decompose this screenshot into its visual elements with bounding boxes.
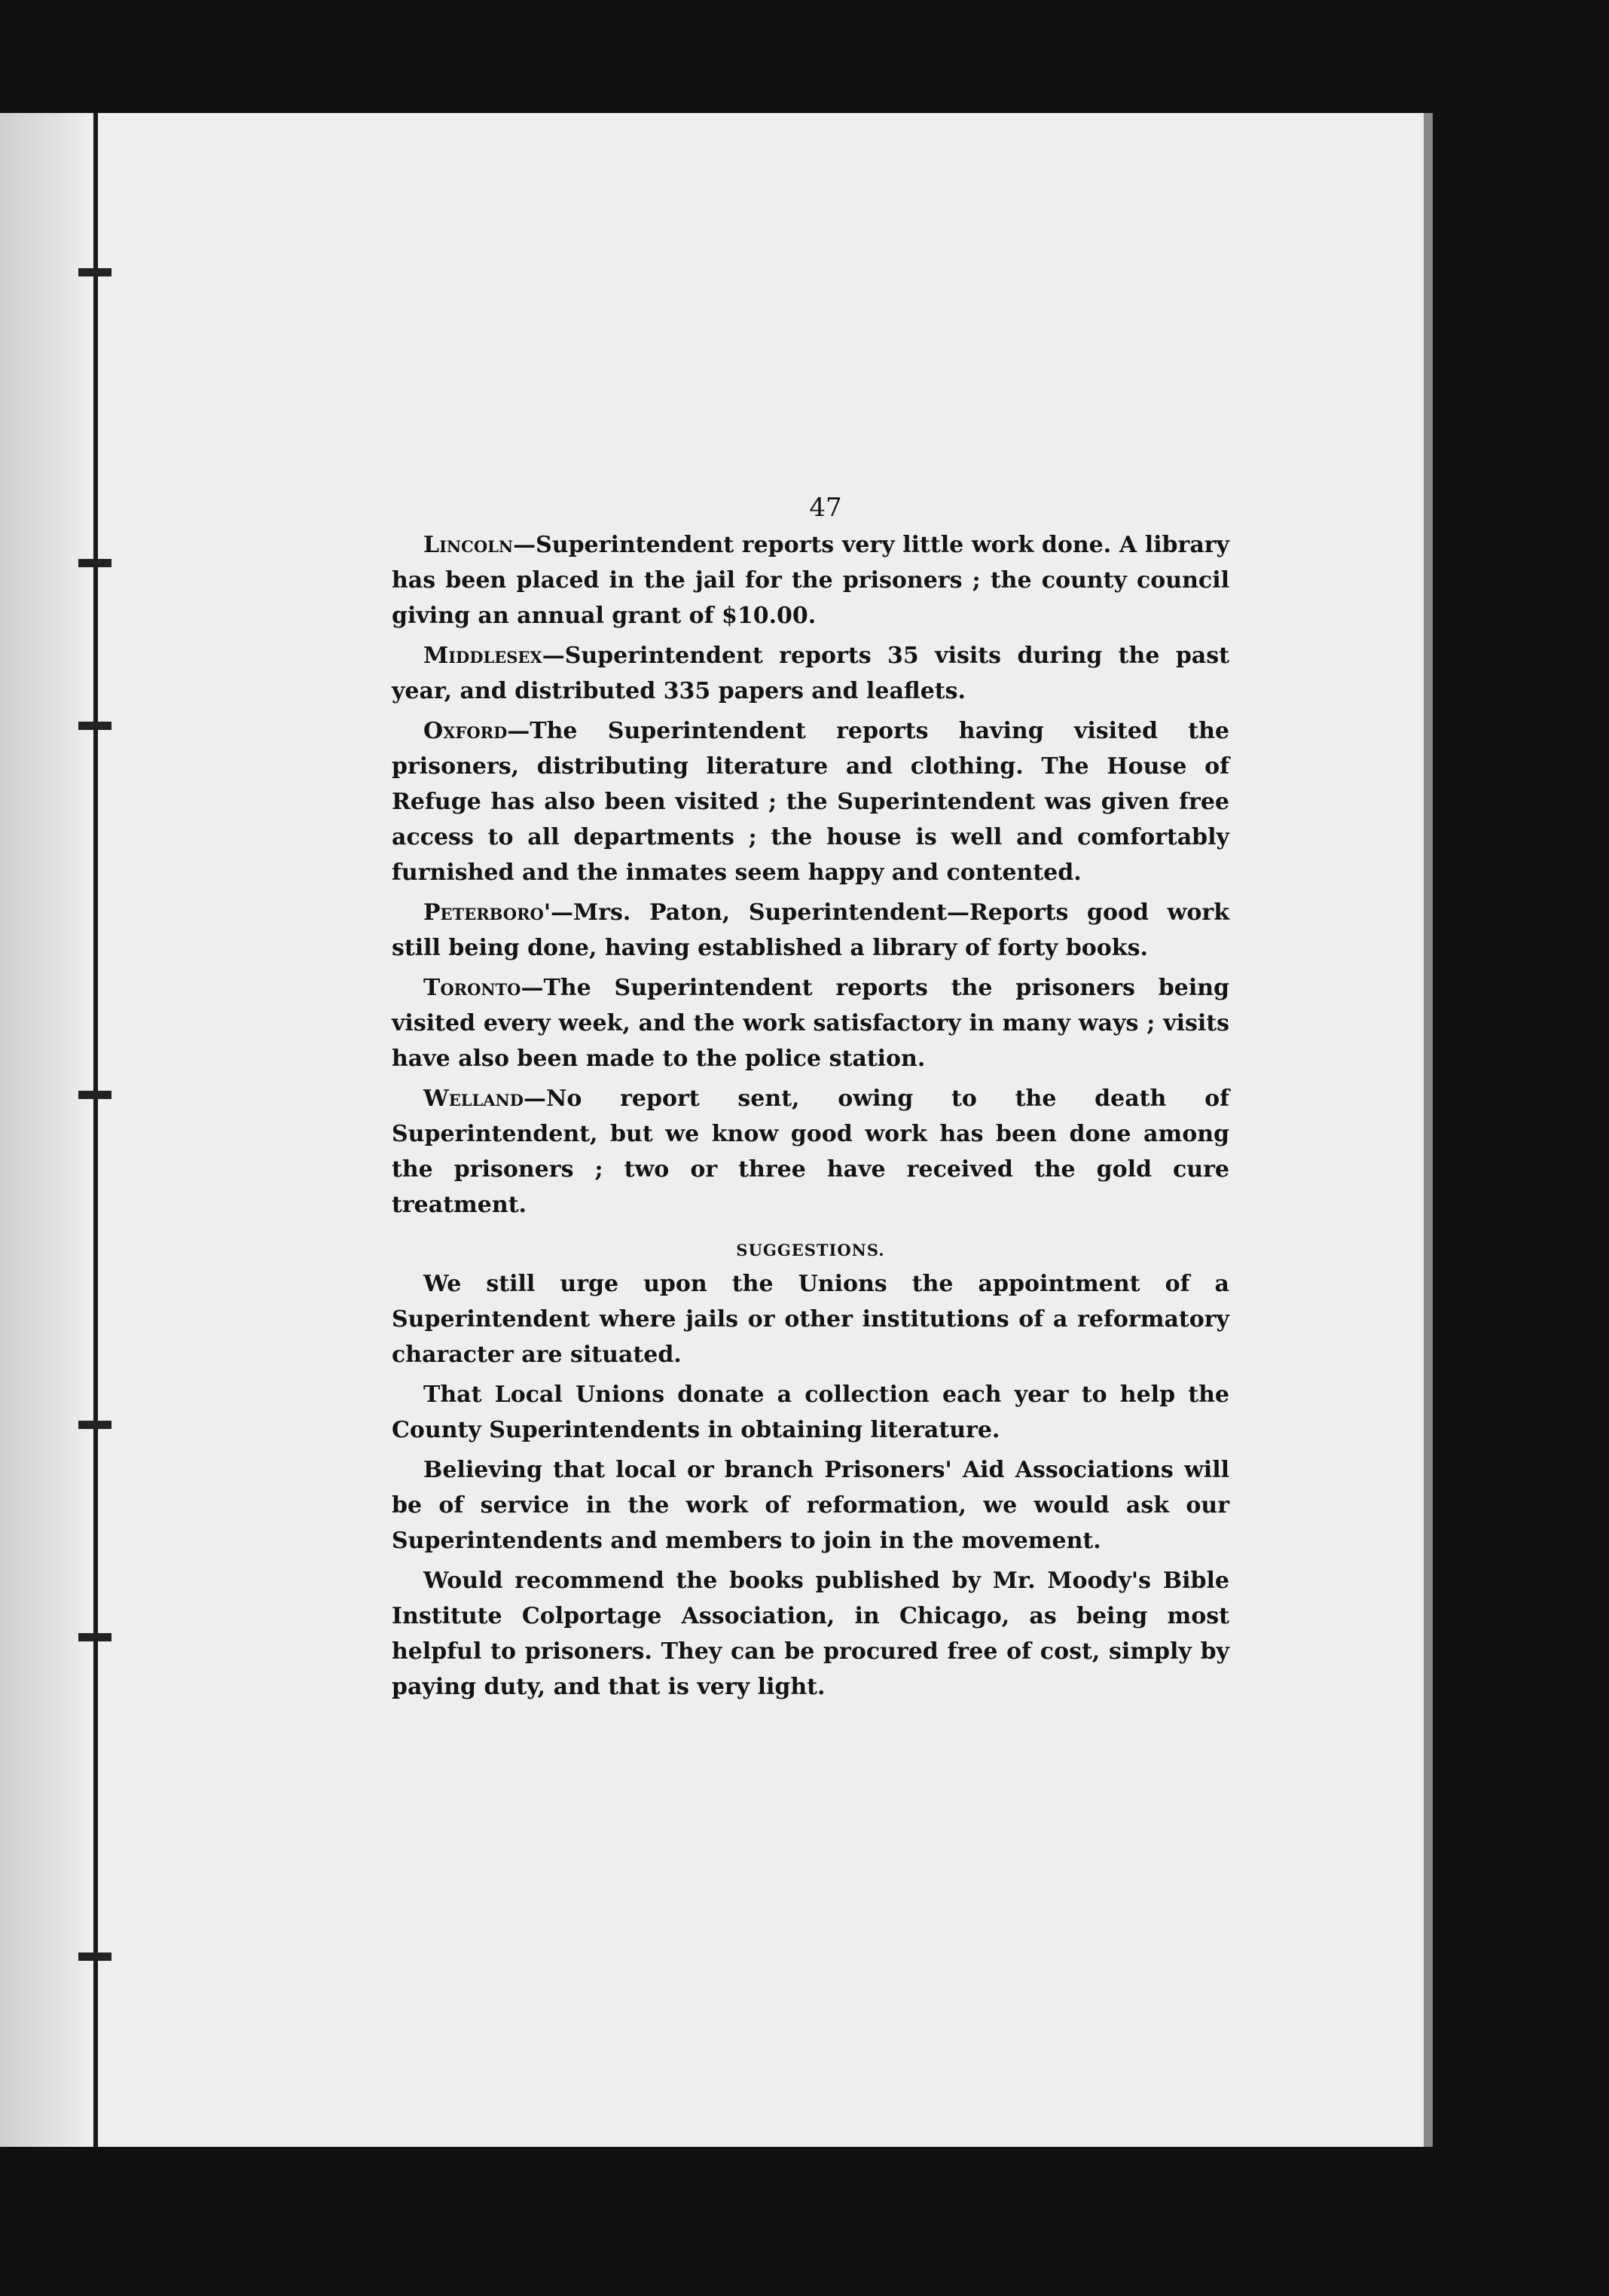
county-report-peterboro	[392, 895, 1229, 966]
suggestion-paragraph: Believing that local or branch Prisoners' Aid Associations will be of service in the work of reformation, we would ask our Superintendents and members to join in the movement.	[392, 1457, 1229, 1554]
county-name: Middlesex	[423, 643, 542, 669]
page-number: 47	[809, 493, 842, 523]
county-name: Toronto	[423, 975, 521, 1001]
binding-stitch	[78, 268, 111, 276]
binding-thread	[93, 113, 98, 2147]
page-edge	[1424, 113, 1433, 2147]
binding-stitch	[78, 559, 111, 567]
county-name: Lincoln	[423, 532, 514, 558]
binding-stitch	[78, 1091, 111, 1099]
suggestion-paragraph: We still urge upon the Unions the appointment of a Superintendent where jails or other institutions of a reformatory character are situated.	[392, 1271, 1229, 1368]
suggestions-heading: SUGGESTIONS.	[736, 1241, 885, 1259]
suggestion-paragraph: That Local Unions donate a collection each year to help the County Superintendents in obtaining literature.	[392, 1382, 1229, 1443]
county-report-welland	[392, 1081, 1229, 1223]
binding-shadow	[0, 113, 90, 2147]
binding-stitch	[78, 1953, 111, 1961]
county-report-text: —The Superintendent reports having visited the prisoners, distributing literature and clothing. The House of Refuge has also been visited ; the Superintendent was given free access to all departments ; the house is well and comfortably furnished and the inmates seem happy and contented.	[392, 718, 1229, 886]
binding-stitch	[78, 1421, 111, 1429]
county-name: Peterboro'	[423, 899, 551, 926]
county-report-text: —The Superintendent reports the prisoners being visited every week, and the work satisfactory in many ways ; visits have also been made to the police station.	[392, 975, 1229, 1072]
county-name: Oxford	[423, 718, 508, 744]
county-report-lincoln	[392, 527, 1229, 634]
county-report-toronto	[392, 970, 1229, 1076]
county-report-text: —Superintendent reports 35 visits during the past year, and distributed 335 papers and leaflets.	[392, 643, 1229, 704]
county-report-text: —Mrs. Paton, Superintendent—Reports good work still being done, having established a library of forty books.	[392, 899, 1229, 961]
binding-stitch	[78, 722, 111, 730]
page-content	[392, 493, 1229, 1709]
county-report-middlesex	[392, 638, 1229, 709]
county-name: Welland	[423, 1085, 524, 1112]
county-report-text: —No report sent, owing to the death of Superintendent, but we know good work has been done among the prisoners ; two or three have received the gold cure treatment.	[392, 1085, 1229, 1218]
binding-stitch	[78, 1633, 111, 1641]
county-report-text: —Superintendent reports very little work done. A library has been placed in the jail for the prisoners ; the county council giving an annual grant of $10.00.	[392, 532, 1229, 629]
suggestion-paragraph: Would recommend the books published by Mr. Moody's Bible Institute Colportage Association, in Chicago, as being most helpful to prisoners. They can be procured free of cost, simply by paying duty, and that is very light.	[392, 1568, 1229, 1700]
county-report-oxford	[392, 713, 1229, 890]
